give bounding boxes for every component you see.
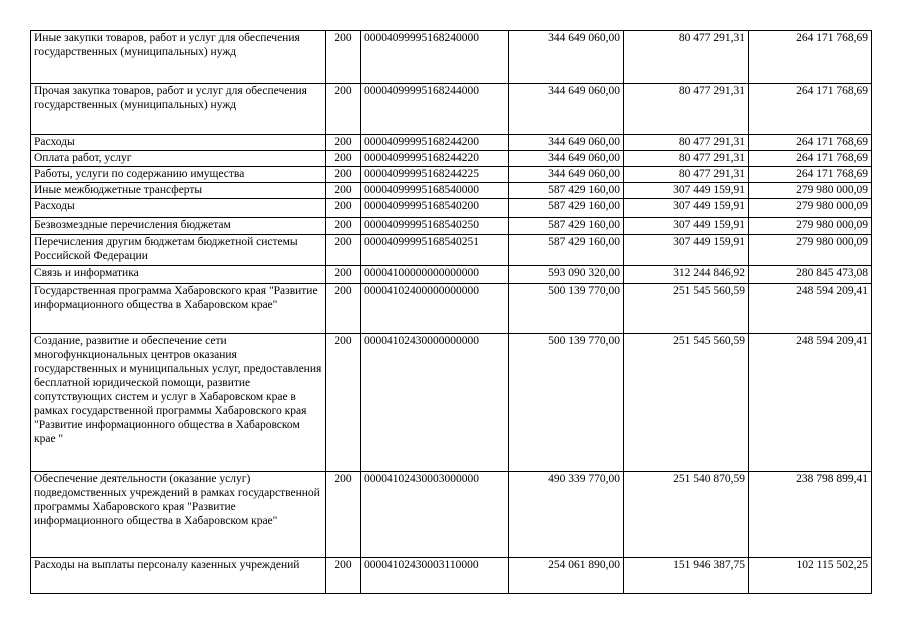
cell-remaining-amount: 264 171 768,69 [749,84,872,135]
cell-remaining-amount: 264 171 768,69 [749,151,872,167]
cell-executed-amount: 251 545 560,59 [624,284,749,334]
cell-budget-code: 00004099995168244200 [361,135,509,151]
cell-approved-amount: 587 429 160,00 [509,183,624,199]
cell-remaining-amount: 279 980 000,09 [749,199,872,218]
cell-approved-amount: 587 429 160,00 [509,199,624,218]
cell-executed-amount: 151 946 387,75 [624,558,749,594]
cell-budget-code: 00004099995168540250 [361,218,509,235]
table-row [31,31,872,84]
cell-line-code: 200 [326,334,361,472]
cell-name: Иные закупки товаров, работ и услуг для обеспечения государственных (муниципальных) нужд [31,31,326,84]
cell-name: Связь и информатика [31,266,326,284]
cell-line-code: 200 [326,284,361,334]
cell-approved-amount: 587 429 160,00 [509,235,624,266]
cell-executed-amount: 80 477 291,31 [624,31,749,84]
cell-line-code: 200 [326,472,361,558]
cell-remaining-amount: 280 845 473,08 [749,266,872,284]
cell-line-code: 200 [326,84,361,135]
cell-line-code: 200 [326,199,361,218]
cell-name: Государственная программа Хабаровского края "Развитие информационного общества в Хабаровском крае" [31,284,326,334]
cell-remaining-amount: 279 980 000,09 [749,183,872,199]
cell-name: Прочая закупка товаров, работ и услуг для обеспечения государственных (муниципальных) нужд [31,84,326,135]
table-row [31,199,872,218]
cell-budget-code: 00004102430003110000 [361,558,509,594]
cell-executed-amount: 307 449 159,91 [624,199,749,218]
cell-line-code: 200 [326,218,361,235]
cell-budget-code: 00004099995168244225 [361,167,509,183]
cell-line-code: 200 [326,135,361,151]
cell-approved-amount: 500 139 770,00 [509,284,624,334]
cell-remaining-amount: 248 594 209,41 [749,284,872,334]
cell-remaining-amount: 279 980 000,09 [749,235,872,266]
cell-name: Создание, развитие и обеспечение сети многофункциональных центров оказания государственных и муниципальных услуг, предоставления бесплатной юридической помощи, развитие сопутствующих систем и услуг в Хабаровском крае в рамках государственной программы Хабаровского края "Развитие информационного общества в Хабаровском крае " [31,334,326,472]
table-row [31,266,872,284]
cell-approved-amount: 344 649 060,00 [509,31,624,84]
cell-remaining-amount: 248 594 209,41 [749,334,872,472]
cell-approved-amount: 587 429 160,00 [509,218,624,235]
cell-executed-amount: 80 477 291,31 [624,135,749,151]
cell-executed-amount: 307 449 159,91 [624,235,749,266]
cell-name: Безвозмездные перечисления бюджетам [31,218,326,235]
cell-executed-amount: 80 477 291,31 [624,84,749,135]
cell-budget-code: 00004099995168240000 [361,31,509,84]
cell-budget-code: 00004102430000000000 [361,334,509,472]
cell-remaining-amount: 279 980 000,09 [749,218,872,235]
cell-name: Обеспечение деятельности (оказание услуг) подведомственных учреждений в рамках государственной программы Хабаровского края "Развитие информационного общества в Хабаровском крае" [31,472,326,558]
cell-line-code: 200 [326,183,361,199]
cell-remaining-amount: 264 171 768,69 [749,135,872,151]
cell-executed-amount: 307 449 159,91 [624,183,749,199]
cell-approved-amount: 344 649 060,00 [509,167,624,183]
cell-name: Оплата работ, услуг [31,151,326,167]
table-row [31,558,872,594]
cell-remaining-amount: 102 115 502,25 [749,558,872,594]
cell-name: Расходы [31,199,326,218]
cell-line-code: 200 [326,151,361,167]
cell-name: Расходы [31,135,326,151]
cell-budget-code: 00004102430003000000 [361,472,509,558]
cell-line-code: 200 [326,31,361,84]
cell-budget-code: 00004100000000000000 [361,266,509,284]
cell-approved-amount: 344 649 060,00 [509,135,624,151]
cell-executed-amount: 80 477 291,31 [624,167,749,183]
cell-executed-amount: 251 545 560,59 [624,334,749,472]
table-row [31,472,872,558]
table-body [31,31,872,594]
cell-executed-amount: 80 477 291,31 [624,151,749,167]
table-row [31,334,872,472]
cell-budget-code: 00004099995168244000 [361,84,509,135]
cell-name: Работы, услуги по содержанию имущества [31,167,326,183]
cell-approved-amount: 344 649 060,00 [509,84,624,135]
cell-approved-amount: 500 139 770,00 [509,334,624,472]
cell-line-code: 200 [326,235,361,266]
table-row [31,84,872,135]
table-row [31,235,872,266]
table-row [31,183,872,199]
cell-executed-amount: 307 449 159,91 [624,218,749,235]
cell-budget-code: 00004099995168540200 [361,199,509,218]
cell-remaining-amount: 264 171 768,69 [749,31,872,84]
cell-approved-amount: 344 649 060,00 [509,151,624,167]
cell-name: Перечисления другим бюджетам бюджетной системы Российской Федерации [31,235,326,266]
table-row [31,218,872,235]
budget-execution-table [30,30,872,594]
cell-budget-code: 00004099995168244220 [361,151,509,167]
table-row [31,135,872,151]
cell-executed-amount: 251 540 870,59 [624,472,749,558]
cell-budget-code: 00004102400000000000 [361,284,509,334]
cell-line-code: 200 [326,167,361,183]
cell-line-code: 200 [326,558,361,594]
cell-budget-code: 00004099995168540000 [361,183,509,199]
cell-approved-amount: 490 339 770,00 [509,472,624,558]
cell-approved-amount: 254 061 890,00 [509,558,624,594]
table-row [31,167,872,183]
cell-executed-amount: 312 244 846,92 [624,266,749,284]
cell-remaining-amount: 238 798 899,41 [749,472,872,558]
cell-name: Расходы на выплаты персоналу казенных учреждений [31,558,326,594]
table-row [31,284,872,334]
cell-approved-amount: 593 090 320,00 [509,266,624,284]
table-row [31,151,872,167]
cell-line-code: 200 [326,266,361,284]
cell-name: Иные межбюджетные трансферты [31,183,326,199]
cell-remaining-amount: 264 171 768,69 [749,167,872,183]
cell-budget-code: 00004099995168540251 [361,235,509,266]
